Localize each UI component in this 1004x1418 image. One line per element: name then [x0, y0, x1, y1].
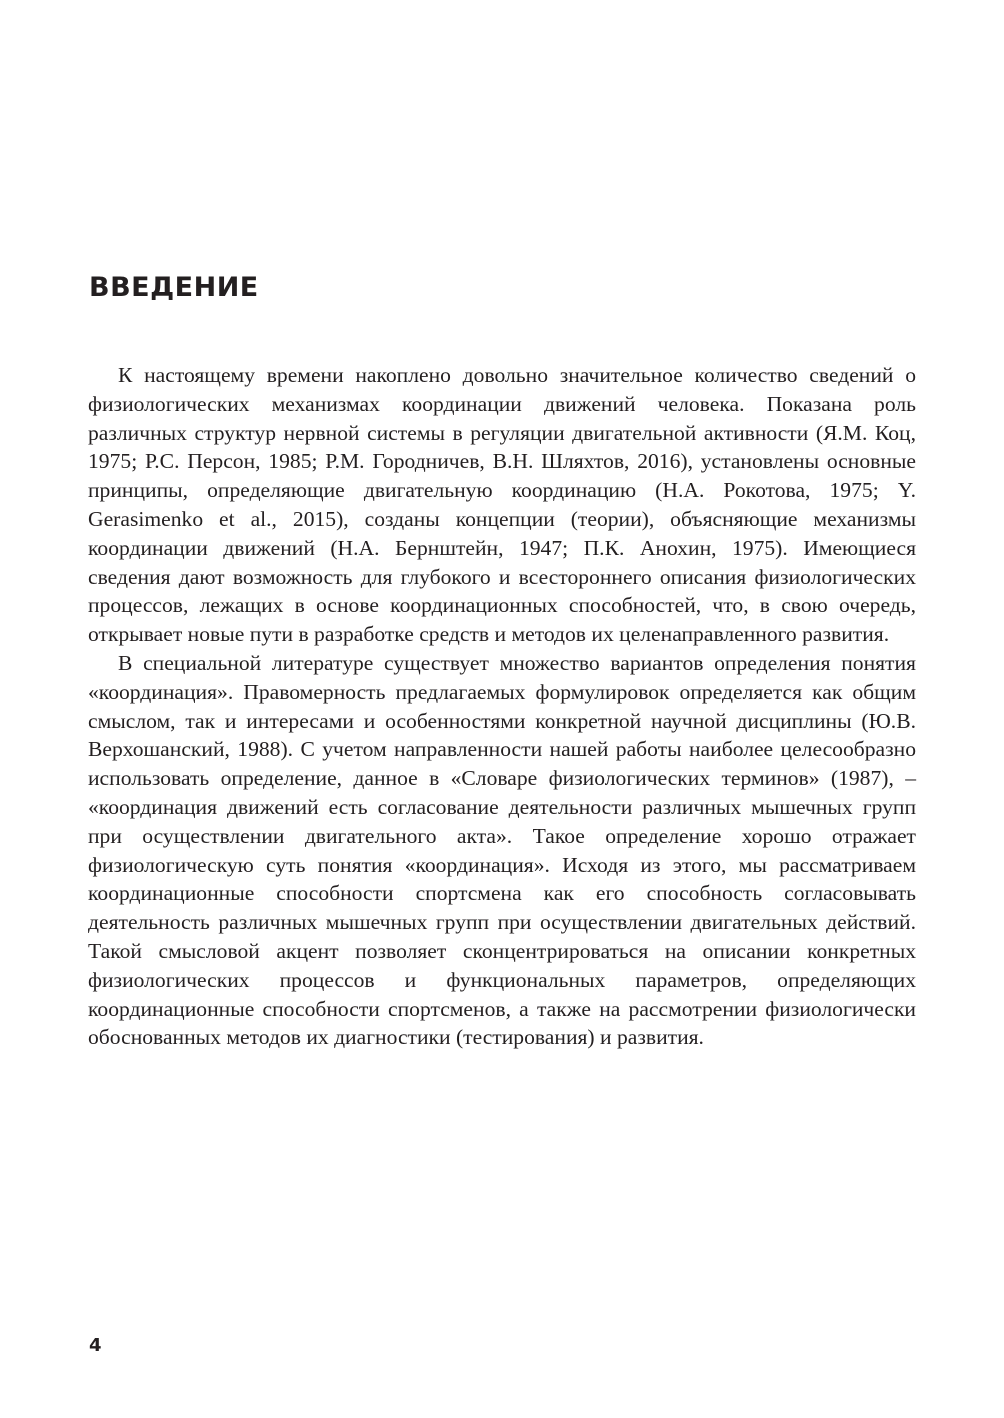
body-text [88, 361, 916, 1052]
paragraph: К настоящему времени накоплено довольно значительное количество сведений о физиологических механизмах координации движений человека. Показана роль различных структур нервной системы в регуляции двигательной активности (Я.М. Коц, 1975; Р.С. Персон, 1985; Р.М. Городничев, В.Н. Шляхтов, 2016), установлены основные принципы, определяющие двигательную координацию (Н.А. Рокотова, 1975; Y. Gerasimenko et al., 2015), созданы концепции (теории), объясняющие механизмы координации движений (Н.А. Бернштейн, 1947; П.К. Анохин, 1975). Имеющиеся сведения дают возможность для глубокого и всестороннего описания физиологических процессов, лежащих в основе координационных способностей, что, в свою очередь, открывает новые пути в разработке средств и методов их целенаправленного развития. [88, 363, 916, 647]
page-number: 4 [89, 1335, 102, 1356]
section-heading: ВВЕДЕНИЕ [89, 272, 259, 303]
paragraph: В специальной литературе существует множество вариантов определения понятия «координация». Правомерность предлагаемых формулировок определяется как общим смыслом, так и интересами и особенностями конкретной научной дисциплины (Ю.В. Верхошанский, 1988). С учетом направленности нашей работы наиболее целесообразно использовать определение, данное в «Словаре физиологических терминов» (1987), – «координация движений есть согласование деятельности различных мышечных групп при осуществлении двигательного акта». Такое определение хорошо отражает физиологическую суть понятия «координация». Исходя из этого, мы рассматриваем координационные способности спортсмена как его способность согласовывать деятельность различных мышечных групп при осуществлении двигательных действий. Такой смысловой акцент позволяет сконцентрироваться на описании конкретных физиологических процессов и функциональных параметров, определяющих координационные способности спортсменов, а также на рассмотрении физиологически обоснованных методов их диагностики (тестирования) и развития. [88, 650, 916, 1050]
